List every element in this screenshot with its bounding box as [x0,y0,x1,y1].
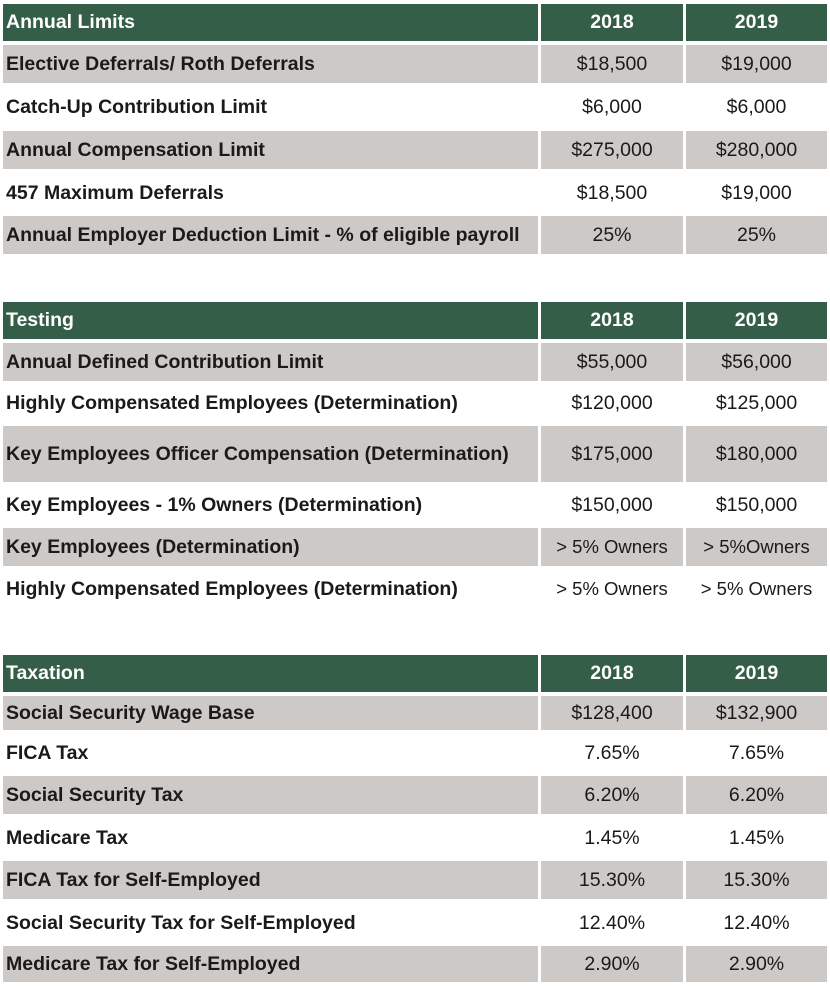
table-row [3,343,827,381]
table-row [3,528,827,566]
value-2019: > 5%Owners [686,528,827,566]
row-label: 457 Maximum Deferrals [3,173,538,213]
value-2018: 15.30% [541,861,683,899]
row-label: Medicare Tax [3,817,538,859]
value-2018: 12.40% [541,902,683,944]
year-2019-header: 2019 [686,655,827,692]
year-2018-header: 2018 [541,302,683,339]
value-2019: $19,000 [686,45,827,83]
year-2018-header: 2018 [541,655,683,692]
section-title: Testing [3,302,538,339]
table-row [3,131,827,169]
row-label: FICA Tax for Self-Employed [3,861,538,899]
row-label: Catch-Up Contribution Limit [3,87,538,127]
table-row [3,902,827,944]
value-2018: 7.65% [541,733,683,773]
year-2019-header: 2019 [686,302,827,339]
year-2018-header: 2018 [541,4,683,41]
table-row [3,426,827,482]
table-row [3,946,827,982]
value-2018: > 5% Owners [541,569,683,609]
row-label: Social Security Wage Base [3,696,538,730]
value-2018: $128,400 [541,696,683,730]
row-label: Elective Deferrals/ Roth Deferrals [3,45,538,83]
value-2018: $175,000 [541,426,683,482]
value-2018: 6.20% [541,776,683,814]
row-label: Social Security Tax for Self-Employed [3,902,538,944]
value-2018: $150,000 [541,484,683,526]
value-2018: $120,000 [541,383,683,423]
value-2019: 1.45% [686,817,827,859]
value-2019: 6.20% [686,776,827,814]
table-row [3,87,827,127]
value-2019: $132,900 [686,696,827,730]
value-2018: $18,500 [541,173,683,213]
table-row [3,45,827,83]
value-2019: $19,000 [686,173,827,213]
row-label: Medicare Tax for Self-Employed [3,946,538,982]
row-label: Social Security Tax [3,776,538,814]
value-2019: 25% [686,216,827,254]
value-2018: $275,000 [541,131,683,169]
table-header [3,655,827,692]
value-2019: 12.40% [686,902,827,944]
section-title: Taxation [3,655,538,692]
value-2018: $18,500 [541,45,683,83]
table-row [3,776,827,814]
value-2019: $125,000 [686,383,827,423]
table-row [3,569,827,609]
section-title: Annual Limits [3,4,538,41]
value-2018: $6,000 [541,87,683,127]
value-2019: > 5% Owners [686,569,827,609]
row-label: Key Employees Officer Compensation (Determination) [3,426,538,482]
value-2018: $55,000 [541,343,683,381]
row-label: FICA Tax [3,733,538,773]
table-header [3,4,827,41]
value-2019: $180,000 [686,426,827,482]
value-2018: > 5% Owners [541,528,683,566]
value-2018: 1.45% [541,817,683,859]
row-label: Annual Defined Contribution Limit [3,343,538,381]
value-2018: 2.90% [541,946,683,982]
table-header [3,302,827,339]
row-label: Key Employees (Determination) [3,528,538,566]
value-2019: 7.65% [686,733,827,773]
row-label: Highly Compensated Employees (Determination) [3,383,538,423]
table-row [3,484,827,526]
table-row [3,696,827,730]
value-2019: 15.30% [686,861,827,899]
table-row [3,216,827,254]
value-2018: 25% [541,216,683,254]
value-2019: 2.90% [686,946,827,982]
row-label: Highly Compensated Employees (Determination) [3,569,538,609]
table-row [3,817,827,859]
row-label: Annual Compensation Limit [3,131,538,169]
table-row [3,733,827,773]
year-2019-header: 2019 [686,4,827,41]
value-2019: $6,000 [686,87,827,127]
value-2019: $150,000 [686,484,827,526]
table-row [3,383,827,423]
row-label: Annual Employer Deduction Limit - % of eligible payroll [3,216,538,254]
table-row [3,173,827,213]
table-row [3,861,827,899]
value-2019: $280,000 [686,131,827,169]
row-label: Key Employees - 1% Owners (Determination) [3,484,538,526]
value-2019: $56,000 [686,343,827,381]
